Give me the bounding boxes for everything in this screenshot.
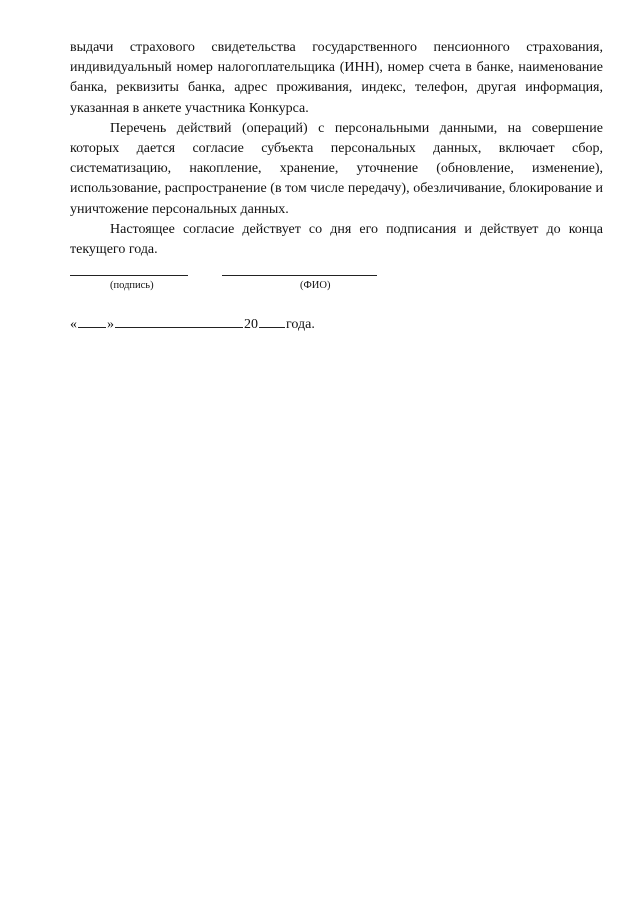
- paragraph-validity: Настоящее согласие действует со дня его подписания и действует до конца текущего года.: [70, 221, 603, 258]
- year-blank: [259, 314, 285, 328]
- month-blank: [115, 314, 243, 328]
- year-prefix: 20: [244, 317, 258, 332]
- day-blank: [78, 314, 106, 328]
- document-body: [70, 38, 603, 260]
- paragraph-actions-list: Перечень действий (операций) с персональными данными, на совершение которых дается согласие субъекта персональных данных, включает сбор, систематизацию, накопление, хранение, уточнение (обновление, изменение), использование, распространение (в том числе передачу), обезличивание, блокирование и уничтожение персональных данных.: [70, 120, 603, 217]
- signature-caption: (подпись): [110, 280, 154, 291]
- date-line: [70, 314, 315, 334]
- date-open-quote: «: [70, 317, 77, 332]
- date-suffix: года.: [286, 317, 315, 332]
- date-close-quote: »: [107, 317, 114, 332]
- paragraph-personal-data-list: выдачи страхового свидетельства государственного пенсионного страхования, индивидуальный номер налогоплательщика (ИНН), номер счета в банке, наименование банка, реквизиты банка, адрес проживания, индекс, телефон, другая информация, указанная в анкете участника Конкурса.: [70, 40, 603, 116]
- name-caption: (ФИО): [300, 280, 331, 291]
- signature-block: [70, 263, 603, 303]
- signature-line: [70, 275, 188, 276]
- name-line: [222, 275, 377, 276]
